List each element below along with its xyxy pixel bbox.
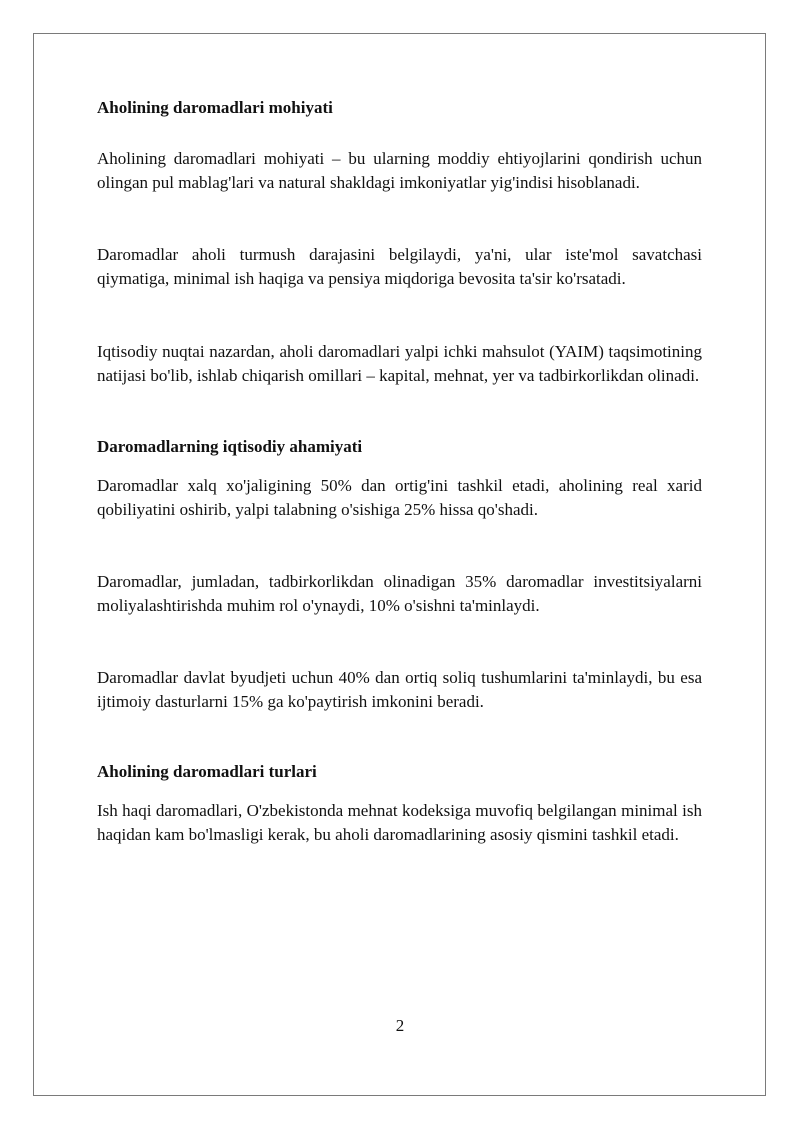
paragraph: Daromadlar davlat byudjeti uchun 40% dan ortiq soliq tushumlarini ta'minlaydi, bu esa ijtimoiy dasturlarni 15% ga ko'paytirish imkonini beradi. bbox=[97, 668, 702, 711]
paragraph: Daromadlar, jumladan, tadbirkorlikdan olinadigan 35% daromadlar investitsiyalarni moliyalashtirishda muhim rol o'ynaydi, 10% o'sishni ta'minlaydi. bbox=[97, 572, 702, 615]
paragraph: Iqtisodiy nuqtai nazardan, aholi daromadlari yalpi ichki mahsulot (YAIM) taqsimotining natijasi bo'lib, ishlab chiqarish omillari – kapital, mehnat, yer va tadbirkorlikdan olinadi. bbox=[97, 342, 702, 385]
document-body bbox=[97, 96, 702, 847]
paragraph: Daromadlar aholi turmush darajasini belgilaydi, ya'ni, ular iste'mol savatchasi qiymatiga, minimal ish haqiga va pensiya miqdoriga bevosita ta'sir ko'rsatadi. bbox=[97, 245, 702, 288]
section-heading: Aholining daromadlari mohiyati bbox=[97, 98, 333, 117]
page-number: 2 bbox=[395, 1016, 405, 1035]
paragraph: Ish haqi daromadlari, O'zbekistonda mehnat kodeksiga muvofiq belgilangan minimal ish haqidan kam bo'lmasligi kerak, bu aholi daromadlarining asosiy qismini tashkil etadi. bbox=[97, 801, 702, 844]
section-heading: Aholining daromadlari turlari bbox=[97, 762, 317, 781]
paragraph: Aholining daromadlari mohiyati – bu ularning moddiy ehtiyojlarini qondirish uchun olingan pul mablag'lari va natural shakldagi imkoniyatlar yig'indisi hisoblanadi. bbox=[97, 149, 702, 192]
paragraph: Daromadlar xalq xo'jaligining 50% dan ortig'ini tashkil etadi, aholining real xarid qobiliyatini oshirib, yalpi talabning o'sishiga 25% hissa qo'shadi. bbox=[97, 476, 702, 519]
section-heading: Daromadlarning iqtisodiy ahamiyati bbox=[97, 437, 363, 456]
